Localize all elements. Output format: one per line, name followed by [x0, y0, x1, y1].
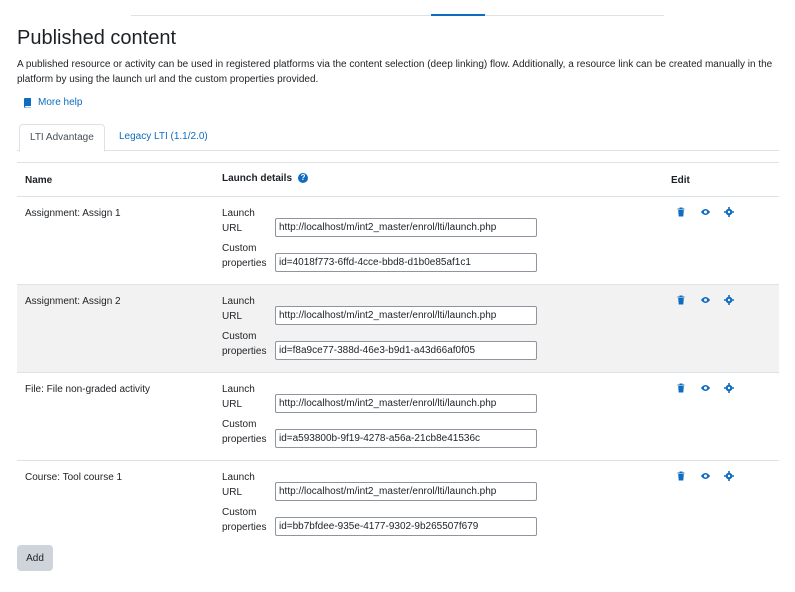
- eye-icon[interactable]: [700, 207, 710, 217]
- gear-icon[interactable]: [724, 471, 734, 481]
- launch-url-field[interactable]: [275, 394, 537, 413]
- custom-properties-label: Custom properties: [222, 331, 267, 357]
- more-help-link[interactable]: [24, 97, 82, 108]
- table-row: [17, 373, 779, 461]
- launch-url-label: Launch URL: [222, 384, 255, 410]
- custom-properties-label: Custom properties: [222, 419, 267, 445]
- launch-url-field[interactable]: [275, 482, 537, 501]
- table-row: [17, 461, 779, 549]
- tab-bar: [17, 124, 779, 151]
- book-icon: [24, 98, 32, 108]
- more-help-label: More help: [38, 97, 83, 108]
- trash-icon[interactable]: [676, 295, 686, 305]
- top-tab-active-indicator: [431, 14, 485, 16]
- row-name: Assignment: Assign 1: [25, 208, 121, 219]
- intro-text: A published resource or activity can be used in registered platforms via the content selection (deep linking) flow. Additionally, a resource link can be created manually in the platform by using the launch url and the custom properties provided.: [17, 59, 773, 85]
- row-name: Assignment: Assign 2: [25, 296, 121, 307]
- trash-icon[interactable]: [676, 471, 686, 481]
- header-name: Name: [25, 175, 53, 186]
- tab-lti-advantage[interactable]: LTI Advantage: [19, 124, 105, 152]
- eye-icon[interactable]: [700, 295, 710, 305]
- eye-icon[interactable]: [700, 383, 710, 393]
- tab-legacy-lti[interactable]: Legacy LTI (1.1/2.0): [119, 131, 208, 142]
- custom-properties-label: Custom properties: [222, 507, 267, 533]
- launch-url-field[interactable]: [275, 218, 537, 237]
- trash-icon[interactable]: [676, 383, 686, 393]
- gear-icon[interactable]: [724, 207, 734, 217]
- question-circle-icon[interactable]: ?: [298, 173, 308, 183]
- custom-properties-field[interactable]: [275, 253, 537, 272]
- trash-icon[interactable]: [676, 207, 686, 217]
- top-tab-divider: [131, 15, 664, 16]
- launch-url-label: Launch URL: [222, 296, 255, 322]
- published-content-table: [17, 162, 779, 549]
- header-edit: Edit: [671, 175, 690, 186]
- custom-properties-field[interactable]: [275, 341, 537, 360]
- header-launch-details: [222, 173, 308, 184]
- table-row: [17, 197, 779, 285]
- table-row: [17, 285, 779, 373]
- launch-url-label: Launch URL: [222, 208, 255, 234]
- page-title: Published content: [17, 27, 177, 49]
- custom-properties-field[interactable]: [275, 429, 537, 448]
- row-name: File: File non-graded activity: [25, 384, 151, 395]
- custom-properties-label: Custom properties: [222, 243, 267, 269]
- custom-properties-field[interactable]: [275, 517, 537, 536]
- gear-icon[interactable]: [724, 383, 734, 393]
- table-header: [17, 163, 779, 197]
- launch-url-label: Launch URL: [222, 472, 255, 498]
- row-name: Course: Tool course 1: [25, 472, 123, 483]
- eye-icon[interactable]: [700, 471, 710, 481]
- header-launch-details-label: Launch details: [222, 173, 293, 184]
- launch-url-field[interactable]: [275, 306, 537, 325]
- gear-icon[interactable]: [724, 295, 734, 305]
- add-button[interactable]: Add: [17, 545, 53, 571]
